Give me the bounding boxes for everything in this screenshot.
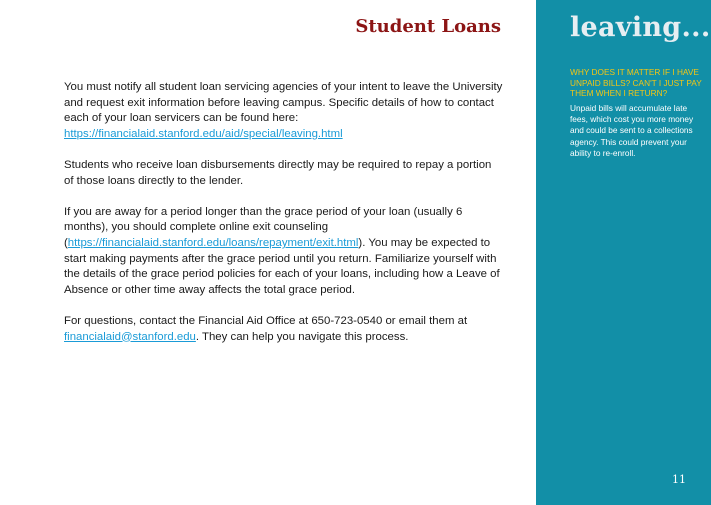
sidebar-answer: Unpaid bills will accumulate late fees, which cost you more money and could be sent to a collections agency. This could prevent your ability to re-enroll. xyxy=(570,103,694,158)
sidebar xyxy=(536,0,711,505)
paragraph-notify xyxy=(64,80,504,142)
leaving-info-link[interactable]: https://financialaid.stanford.edu/aid/special/leaving.html xyxy=(64,127,343,140)
questions-text-after: . They can help you navigate this process. xyxy=(195,330,409,343)
body-text xyxy=(64,80,504,361)
page-title: Student Loans xyxy=(355,16,501,37)
paragraph-grace-period xyxy=(64,205,504,299)
exit-counseling-link[interactable]: https://financialaid.stanford.edu/loans/repayment/exit.html xyxy=(67,236,359,249)
sidebar-title: leaving... xyxy=(570,12,711,43)
paragraph-questions xyxy=(64,314,504,345)
page-number: 11 xyxy=(672,473,686,486)
financial-aid-email-link[interactable]: financialaid@stanford.edu xyxy=(64,330,196,343)
grace-text-after: ). You may be expected to start making payments after the grace period until you return. Familiarize yourself with the details of the grace period policies for each of your loans, including how a Leave of Absence or other time away affects the total grace period. xyxy=(64,236,500,296)
paragraph-disbursements xyxy=(64,158,504,189)
grace-text-before: If you are away for a period longer than the grace period of your loan (usually 6 months), you should complete online exit counseling ( xyxy=(64,205,463,249)
disbursements-text: Students who receive loan disbursements directly may be required to repay a portion of those loans directly to the lender. xyxy=(64,158,492,187)
sidebar-question: WHY DOES IT MATTER IF I HAVE UNPAID BILLS? CAN'T I JUST PAY THEM WHEN I RETURN? xyxy=(570,67,702,99)
notify-text: You must notify all student loan servicing agencies of your intent to leave the University and request exit information before leaving campus. Specific details of how to contact each of your loan servicers can be found here: xyxy=(64,81,503,125)
questions-text-before: For questions, contact the Financial Aid Office at 650-723-0540 or email them at xyxy=(64,314,468,327)
